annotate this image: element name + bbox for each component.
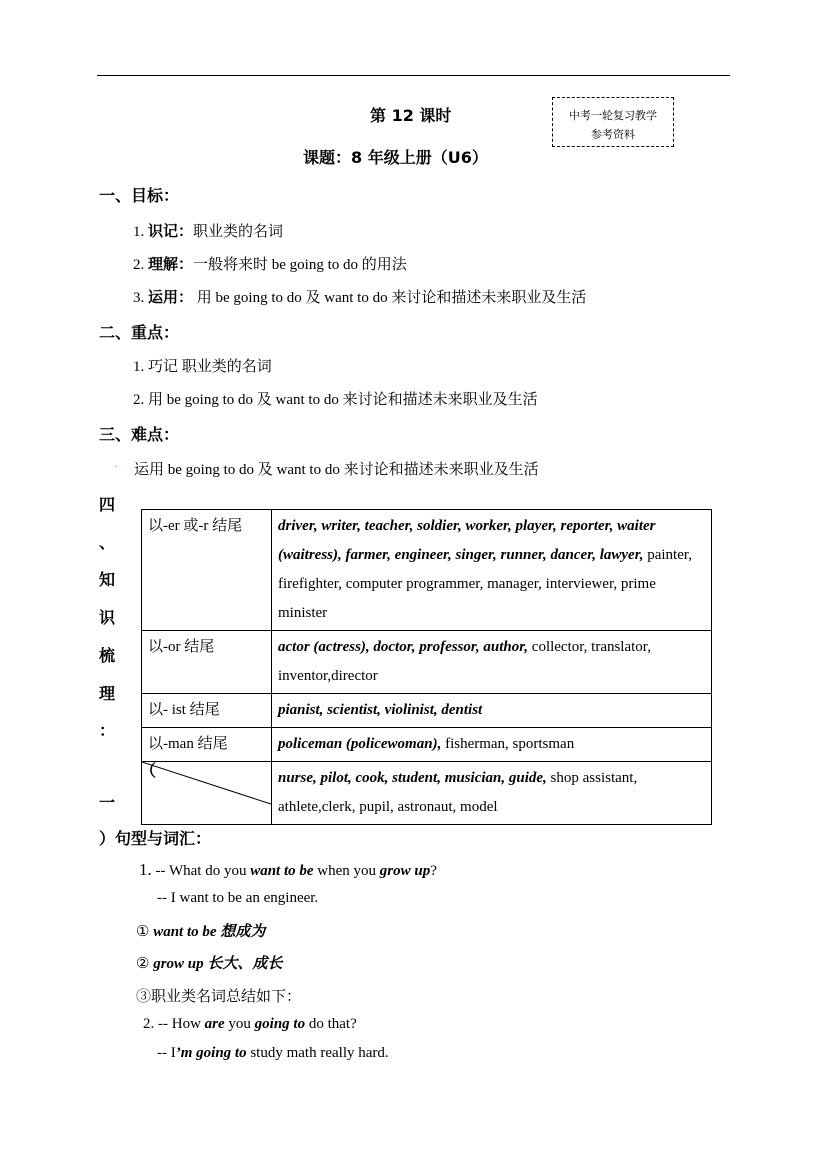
reference-stamp [552, 97, 674, 147]
sentence-key: grow up [379, 863, 431, 879]
words-cell [272, 694, 712, 728]
phrase-text: grow up 长大、成长 [153, 956, 283, 972]
sentence-part: you [224, 1016, 255, 1032]
suffix-cell: 以-or 结尾 [142, 631, 272, 694]
key-point-2: 2. 用 be going to do 及 want to do 来讨论和描述未来职业及生活 [133, 392, 538, 408]
table-row [142, 510, 712, 631]
sentence-part: study math really hard. [246, 1045, 389, 1061]
vertical-heading-char: 、 [99, 533, 116, 552]
table-row [142, 694, 712, 728]
goal-num: 3. [133, 290, 145, 306]
lesson-topic: 课题：8 年级上册（U6） [303, 148, 488, 167]
other-words: fisherman, sportsman [441, 736, 575, 752]
phrase-1 [136, 920, 265, 941]
words-cell [272, 631, 712, 694]
key-words: driver, writer, teacher, soldier, worker, player, reporter, waiter (waitress), farmer, engineer, singer, runner, dancer, lawyer, [278, 518, 656, 563]
key-point-1: 1. 巧记 职业类的名词 [133, 359, 272, 375]
vertical-heading-char: 一 [99, 793, 116, 812]
other-words: collector, translator, inventor,director [278, 639, 651, 684]
table-row [142, 728, 712, 762]
other-words: painter, firefighter, computer programmer, manager, interviewer, prime minister [278, 547, 693, 621]
sentence-2 [143, 1016, 357, 1033]
key-words: policeman (policewoman), [278, 736, 442, 752]
suffix-cell: 以-man 结尾 [142, 728, 272, 762]
section3-heading: 三、难点： [99, 425, 180, 444]
goal-item-2 [133, 253, 407, 274]
vertical-heading-char: 理 [99, 684, 116, 703]
key-words: pianist, scientist, violinist, dentist [278, 702, 483, 718]
diagonal-cell [142, 762, 272, 825]
vertical-heading-char: （ [140, 761, 157, 780]
phrase-text: want to be 想成为 [153, 924, 266, 940]
vocabulary-table [141, 509, 712, 825]
table-row [142, 631, 712, 694]
sentence-part: -- What do you [155, 863, 251, 879]
goal-num: 2. [133, 257, 145, 273]
goal-label: 理解： [148, 257, 194, 273]
sentence-part: -- I [157, 1045, 176, 1061]
sentence-key: are [204, 1016, 225, 1032]
goal-label: 运用： [148, 290, 194, 306]
sentence-part: 2. -- How [143, 1016, 205, 1032]
stamp-line-2: 参考资料 [591, 128, 635, 141]
sentence-key: ’m going to [175, 1045, 247, 1061]
phrase-marker: ① [136, 924, 150, 940]
sentence-part: when you [313, 863, 380, 879]
suffix-cell: 以-er 或-r 结尾 [142, 510, 272, 631]
words-cell [272, 728, 712, 762]
goal-num: 1. [133, 224, 145, 240]
vertical-heading-char: 识 [99, 608, 116, 627]
subsection-heading: ）句型与词汇： [99, 829, 212, 848]
other-words: shop assistant, athlete,clerk, pupil, astronaut, model [278, 770, 638, 815]
goal-label: 识记： [148, 224, 194, 240]
goal-text: 职业类的名词 [193, 224, 284, 240]
header-rule [97, 75, 730, 76]
goal-text: 用 be going to do 及 want to do 来讨论和描述未来职业及生活 [193, 290, 587, 306]
words-cell [272, 762, 712, 825]
suffix-cell: 以- ist 结尾 [142, 694, 272, 728]
difficulty-text: 运用 be going to do 及 want to do 来讨论和描述未来职业及生活 [134, 462, 539, 478]
section1-heading: 一、目标： [99, 186, 180, 205]
phrase-3: ③职业类名词总结如下： [136, 989, 302, 1005]
vertical-heading-char: 四 [99, 495, 116, 514]
vertical-heading-char: ： [99, 721, 116, 740]
key-words: nurse, pilot, cook, student, musician, guide, [278, 770, 547, 786]
sentence-part: do that? [305, 1016, 357, 1032]
sentence-2-reply [157, 1045, 389, 1062]
marker-dot: . [115, 459, 119, 470]
goal-item-3 [133, 286, 586, 307]
words-cell [272, 510, 712, 631]
sentence-part: ? [430, 863, 437, 879]
vertical-heading-char: 梳 [99, 646, 116, 665]
goal-item-1 [133, 220, 283, 241]
key-words: actor (actress), doctor, professor, author, [278, 639, 529, 655]
phrase-marker: ② [136, 956, 150, 972]
goal-text: 一般将来时 be going to do 的用法 [193, 257, 407, 273]
sentence-key: going to [254, 1016, 306, 1032]
sentence-key: want to be [250, 863, 314, 879]
phrase-2 [136, 952, 282, 973]
sentence-1 [139, 860, 437, 880]
sentence-1-reply: -- I want to be an engineer. [157, 890, 319, 906]
vertical-heading-char: 知 [99, 570, 116, 589]
stamp-line-1: 中考一轮复习教学 [569, 109, 657, 122]
table-row [142, 762, 712, 825]
section2-heading: 二、重点： [99, 323, 180, 342]
diagonal-line [142, 762, 271, 820]
sentence-number: 1. [139, 860, 152, 879]
lesson-number: 第 12 课时 [370, 106, 452, 125]
